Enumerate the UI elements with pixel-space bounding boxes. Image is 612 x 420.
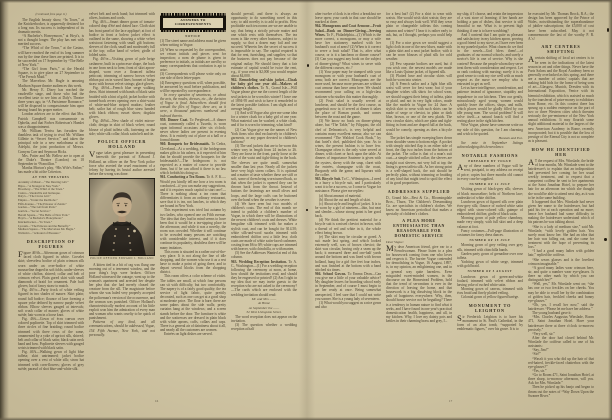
body-paragraph: Let us have intelligence, consideration, and patience instead of ignorance, stupidity and impudence in our kitchens. Then our gently, miraculously aged young women would quickly leave the offices, shops, and mills, which places would be gladly filled by our idle young men. The social problem? It will solve itself—a natural knack will find a resting place in the right kitchen. <box>457 86 523 124</box>
body-paragraph: The Marvelous Mr. Bugle is amusing Madison Square theatre audiences this week. <box>18 79 84 88</box>
qa-entry-lead: 965. Bicycle Suit. <box>315 177 342 181</box>
body-paragraph: (4) Emergency questions will, when possible, be answered by mail before publication, and will be repeated by correspondence. <box>160 80 226 93</box>
drop-cap-text: igure 46½b—Afternoon gown of crimson faced cloth figured in white. Corselet skirt; sleeveless bodice of plain crimson silk worn under an over-bodice of white mousseline draped in soft folds; under-sleeves of white chiffon, shirred; collar and belt of crimson velvet. Plain gored skirt with small diamonds of braid for ornament. Pale buff gloves; hat of fancy straw to match. <box>18 251 84 289</box>
body-paragraph: (2) When so requested by the correspondent, we return initials and pieces sent for inspection; a nom de plume is given in preference to initials, as initials are used by so many correspondents that confusion is apt to arise. <box>160 47 226 73</box>
qa-entry-lead: 960. Bouquets for Bridesmaids. <box>160 142 210 147</box>
centered-line: 32 West Livingston Street. <box>246 310 282 315</box>
body-paragraph: “Yes, sir.” <box>532 368 547 373</box>
body-paragraph: (1) The street name and address must be given when writing to Vogue. <box>160 39 226 48</box>
scan-edge-right <box>608 0 612 420</box>
body-paragraph: “She wears glasses and is the loveliest crimson imaginable.” <box>528 257 594 266</box>
body-paragraph: (e) The skirt may be circular or gored. A suit made last spring, and which looked extremely well, was of brown cheviot; the skirt was circular, having only a seam up the back; it measured three and one-half yards around the bottom and was lined with brown holland, hung for a girl five feet four inches, and was finished at the bottom with a band stitched six times. <box>315 234 381 272</box>
sub-heading: NUMBER OF 5 AUGUST <box>467 269 513 274</box>
drop-cap-paragraph <box>457 315 523 332</box>
body-paragraph: Garden party gown of grenadine over rose taffeta. <box>457 251 523 260</box>
body-paragraph: “Very well, sir.” <box>532 331 555 336</box>
body-paragraph: It happened that Mrs. Winslade had never given her name to the hairdresser, but had paid his fee at each operation and no more; hence her husband had some difficulty in making the hairdresser understand which of his patrons he was talking about. <box>528 199 594 225</box>
page-number-right: 17 <box>449 399 453 403</box>
drop-cap-text: ogue takes great pleasure in presenting herewith the portrait of Edward J. Holland, an officer on the New York police force who averted the cruel enactment of a felony by having its brutal author arrested before the wrong was done. <box>89 151 155 176</box>
body-paragraph: After the door had closed behind Mr. Winslade the coiffeur called to one of his assistants: <box>528 335 594 349</box>
body-paragraph: Yachting gown of white serge, trimmed with gold braid. <box>457 259 523 269</box>
drop-cap-text: ir Frederick Leighton is to have his monument in St. Paul's Cathedral, in the form of an altar tomb, “supported by emblematic figures,” over his grave. It is to <box>457 315 523 332</box>
theatre-list-line: Academy of Music—“The Dancing Girl.” <box>18 179 69 184</box>
theatre-list-line: Madison Square—“The Marvelous Mr. Bugle.” <box>18 227 76 232</box>
body-paragraph: after twelve o'clock is in effect a breakfast we leave open; your cards in that case should be marked at three. <box>315 12 381 25</box>
body-paragraph: (3) Plaited hose and circular skirts will both be worn into winter. <box>386 73 452 82</box>
body-paragraph: (5) See the Addresses Wanted at end of this column. <box>231 251 297 260</box>
body-paragraph: should prevail, and there is always an opportunity to do something novel in this way; to add novelty is to add to profits. How profitable such tea rooms are we are unable to say, that being a strictly private matter and one which rests with themselves. The tea room is like every other business, subject to supply, so that a dozen may fail and one succeed. Wherein lies the secret of success it is impossible to say. The capital required is that for rent, furnishing, and supplies; so that the business does not pay because of the original outlay. We should fancy that a fair estimate of capital would be twice the rent, e.g., if your rent is $2,000 you would require about $4,000. <box>231 12 297 78</box>
qa-entry-text: To A. F. K.—Would you kindly tell me how a tea room is conducted—if you can make any suggestions, and if it requires much capital to start one?—There is nothing about a tea room that differentiates it from an ordinary restaurant, save that it is tea, not lunches, to which they are bound in New York. <box>160 175 226 209</box>
ink-speck <box>604 238 607 241</box>
drop-cap-text: y dear American friend, give ear to a Frenchwoman. Please listen to a plea for housework coming from one who loves and respects it. The barrier Vogue contended for demolishing in Vogue, 16 August, 1897, is, in my opinion, an enlightening one, and in a general way quite harmless. Even misguided sweet-minded women, in the discourse on the Homestead Problem, hold that the trend of servantism is ever in the direction of leaving the home, and that housework is a big dissolving block in the path of happiness everywhere. Why, then, should house service not be beguiling? There is a tendency in human nature to find what it seeks, and I have found in one year's practical domestication health, happiness, and all, in my kitchen. Why, I love my dainty pots and kettles in their charming brass and grey, I... <box>386 244 452 324</box>
qa-entry-text: To Emma Dean—Can you give me a little of your valuable advice? My daughter leaves for boarding school early in September, and of course I must begin to get her ready at once. Being somewhat unexpected, I feel sure that I could not write you sooner. She is a young lady of seventeen. <box>315 271 381 301</box>
theatre-list-line: Wallack's—“A Round of Pleasure.” <box>18 231 61 236</box>
drop-cap-text: T the request of Mrs. Winslade, the bride of four months, Mr. Winslade went to the hairdresser's to explain that an indisposition had prevented her coming for her usual weekly treatment, and to request that a competent coiffeur be sent to her apartments at the Saint Jonathan Hotel, to prepare her hair for an afternoon tea which she thought she would be able to attend next day, as it was to be in the same building. <box>528 158 594 200</box>
text-column-5 <box>315 12 381 408</box>
text-column-3 <box>160 12 226 408</box>
text-column-8 <box>528 12 594 408</box>
salutation-line: Dear Vogue: <box>386 240 404 245</box>
theatre-list-line: Garrick—“Secret Service.” <box>18 209 51 214</box>
qa-entry-lead: 961. Conducting a Tea Room. <box>160 175 206 180</box>
body-paragraph: The jacket has simple sweeping lines down from shoulder seam to bottom edge. A pocket with simply stitched flap is on either side of front, the flap two inches from the bottom of the jacket. The collar is that of a man's suit coat—a simple stitched collar; the sleeves are straight coat sleeves, not very full at top; the lining is green taffeta silk. As her strong point is a well-shaped back, the suit should be perfectly plain, without trimming or braiding of any kind that might tend to spoil the effect of its good proportions. <box>386 135 452 186</box>
body-paragraph: Luncheon gown of figured silk over plain écru-grey silk; flounce of ruched white satin edged with straw-colored silk; guimpe of embroidered chiffon; girdle of black satin. <box>457 199 523 217</box>
drop-cap-letter: A <box>528 54 535 65</box>
qa-entry <box>315 272 381 301</box>
drop-cap-letter: S <box>457 313 462 324</box>
sub-heading: AT THE THEATRES <box>32 175 70 180</box>
theatre-list-line: Casino—Vaudeville and burlesque. <box>18 190 61 195</box>
body-paragraph: for a best hat? (2) For a shirt to wear with waists. She would wish skirt waists; they are so easy and always look well. Will they wear plain or changeable taffetas this coming autumn and winter? I hear it is rather early to ask, but, as I thought, perhaps you could help me. <box>386 12 452 41</box>
body-paragraph: “Well, yes,” Mr. Winslade went on; “she has one or two freckles on her cheeks. You may be able to recall her by the combination of golden hair, freckled cheeks and bonny eye-glasses.” <box>528 282 594 303</box>
qa-entry <box>160 118 226 143</box>
theatre-list-line: Daly's—“The Circus Girl.” <box>18 194 51 199</box>
section-heading: NOTABLE FASHIONS <box>461 152 519 158</box>
body-paragraph: The English beauty show, “In Town,” at the Knickerbocker, is apparently destined for a long run. Its success is independent of its dramatic merits. <box>18 17 84 34</box>
qa-entry-text: To Perplexed—A dinner coat, commonly called a Tuxedo, is worn upon informal occasions after six o'clock; never where ladies are present in evening dress. It is entirely out of place at a ball or a formal dinner. <box>160 117 226 143</box>
drop-cap-paragraph <box>457 164 523 181</box>
body-paragraph: “I had a good many ladies with golden hair,” replied the coiffeur. <box>528 249 594 258</box>
body-paragraph: Martha Morton's play, “His Wife's Father,” has made a hit at the Criterion. <box>18 166 84 175</box>
body-paragraph: A kitten tied in a bit of rag was flung one morning out of a tenement window, and the poor thing's legs were broken. Officer Holland witnessed the outrage, went up to the woman's apartment and arrested her despite her plea that she had merely chased the creature from the sill. The magistrate before whom she was haled very properly accepted the policeman's version of the occurrence, and the woman was punished. Officer Holland's characteristically modest account of his little exploit won him the admiration of every man and woman who wants cruelty to be quick of punishment. <box>89 262 155 321</box>
body-paragraph: Morning gown of grey veiling over grey silk, trimmed with chinchilla bands. <box>457 243 523 252</box>
theatre-list-line: Bijou—“A Stranger in New York.” <box>18 183 60 188</box>
drop-cap-text: ny of these numbers of Vogue will be sent, postpaid, to any address on receipt of price; copies but three months old cannot in every case be supplied. <box>457 164 523 181</box>
qa-entry-lead: 962. Remodeling seal-skin jacket—Cloak for baby girl one year old—Makers of children's clothes. <box>231 78 297 91</box>
theatre-list-line: Hoyt's—“A Bachelor's Honeymoon.” <box>18 216 63 221</box>
body-paragraph: (d) We think the prettiest material for a bicycle suit is a mixed cheviot in brown, with a thread of red and white in it, the whole effect being brown. <box>315 218 381 235</box>
body-paragraph: This room is situated in a rather out-of-the-way place. It is not along the line of idle shopping, and the women who use it as a rest have to make a point of going there, and to depart several blocks from the shopping district. <box>160 249 226 275</box>
qa-entry-lead: 966. School Gowns. <box>315 271 347 276</box>
body-paragraph: Fig. 46½c—Party frock of white veiling figured in two shades of mauve. Skirt plain; round full bodice; flounce of lace forming a square yoke defined by narrow purple velvet ribbon. Elbow sleeves gauged at intervals; soft crush collar of mauve; gloves of white suède; hair worn in a loose knot. <box>18 288 84 318</box>
body-paragraph: my ship, if I choose, and retain the impression of a vast store of learning; if her hands are holding a pan of dishes, that service is still beautiful to me. What is to prevent high thinking if one is to have scrubbing? <box>457 12 523 33</box>
body-paragraph: (3) The question whether a wedding reception at half <box>231 323 297 332</box>
qa-entry <box>315 24 381 69</box>
italic-note: In every question of smartness, or about the arts, the modes, dresses, etc., the decision of Vogue is final. Subscribers should first consult the files of Vogue; there are, as it were, a thousand patterns numbered and indexed therein. <box>160 92 226 118</box>
body-paragraph: Visiting gown of black-grey silk; sleeves of black mousseline; belts of Northern lace; underskirt of white chiffon. <box>457 187 523 200</box>
body-paragraph: (4) A French sailor and a light blue silk waist will serve for best wear; but if your daughter wishes silk shirts for school wear, we should suggest their being of taffeta, plain or plaid, and not in very light colors, made like the models in Vogue for 24 June. A stylish skirt to wear with such shirts can be made of serge or cheviot, in plain or dark blue, brown, or one of the new plaids. The new circular skirts, which are plain and tight-fitting in front and are draped full at the back, would be comely, opening as does a bicycle skirt. <box>386 82 452 136</box>
body-paragraph: “A Bachelor's Honeymoon,” at Hoyt's, is not a thought longer. The play has met with merited success. <box>18 34 84 47</box>
drop-cap-letter: A <box>457 162 464 173</box>
qa-entry <box>315 177 381 194</box>
body-paragraph: Fig. 46½d—French blue serge walking dress. Skirt trimmed with bands of black satin braided with a hint of gold; jacket bodice with turned-back revers opening over a shirt-waist of white-and-blue striped madras; leather belt; sailor hat of rough blue straw banded with black ribbon; russet shoes; dogskin gloves. <box>89 86 155 120</box>
body-paragraph: be executed by Mr. Thomas Brock, R.A.; the design has been approved by the Prince of Wales, notwithstanding the superabundance of jubilee subscriptions; the £5,000 of cost have been subscribed. May it not commemorate the last of the worthy P. R. A.'s! <box>528 12 594 41</box>
sub-heading: PREPARED BY VOGUE <box>468 158 512 163</box>
section-heading: HOW HE IDENTIFIED HER <box>531 146 591 157</box>
body-paragraph: D., Grand Isle—Best & Co., Bloomingdale Bros., Thurn, The Children's Dressmaking Co. are specialists in children's clothes. We know no American periodical that makes a specialty of children's clothes. <box>386 195 452 217</box>
qa-entry-text: To A. C., Washington—(1) For a wedding reception following the ceremony at noon, at home, how should the invitations read, and should they be engraved or printed? (2) Am I right in my idea that we may invite guests to the reception who are not asked to the ceremony?—The cards which are enclosed with the wedding invitation should read: <box>231 259 297 297</box>
body-paragraph: “The Whirl of the Town,” at the Casino, will have reached the end of its long summer run by the time these lines are printed. It is to be succeeded on 17 September by “The Belle of New York.” <box>18 46 84 67</box>
body-paragraph: (b) About the cut and length of skirt. <box>319 197 371 202</box>
theatre-list-line: Broadway—“The Whirl of the Town.” <box>18 187 65 192</box>
qa-entry-lead: 963. Wedding Reception Invitation. <box>231 259 287 264</box>
body-paragraph: “The Girl from Paris,” at the Herald Square, is to give place on 27 September to “The French Maid.” <box>18 67 84 80</box>
body-paragraph: (2) Can Vogue give me the names of New York firms who deal exclusively in children's garments, or any paper devoted to children's fashions? <box>231 127 297 144</box>
qa-entry-text: To F., Philadelphia—(1) Which is the more correct, a monogram, or may a wife have her stationery marked with her husband's coat of arms? (2) When is it correct to serve a fruit salad? That is, after what course, or is it a luncheon or dinner course? (3) Can you suggest any book on the subject of dinner-giving? What wines to serve with the different courses, etc.? <box>315 32 381 70</box>
theatre-list-line: Lyceum—“The Princess and the Butterfly.” <box>18 223 71 228</box>
body-paragraph: (1) Your paper may be stamped with your monogram or with your husband's coat of arms; both are correct. Monograms are the more used, because more persons are without coat armour than have arms here. We should recommend your calling on a high-class stationer who studies this matter thoroughly. <box>315 69 381 99</box>
continued-note: (Continued from page 11) <box>35 12 67 16</box>
body-paragraph: “Mrs. Charles Augustus Winslade, Room 471, Saint Jonathan Hotel. Have your hairdresser there at three o'clock to-morrow precisely.” <box>528 315 594 332</box>
qa-entry-text: To Cedra, Cleveland—At a wedding, if the bridegroom makes gifts to his ushers, is it expected of him that he should provide the bouquets for the bridesmaids?—The bridegroom is not expected as a matter of course to provide them, but if he can afford it there is no law which forbids his doing so. <box>160 142 226 176</box>
section-heading: ART CENTRES SHIFTING <box>541 44 581 55</box>
drop-cap-letter: F <box>18 249 23 260</box>
drop-cap-paragraph <box>18 251 84 288</box>
body-paragraph: (c) About style and length of jacket. It is to be worn by a girl of nineteen—thin, but neat and slender—whose strong point is her good back. <box>315 201 381 219</box>
body-paragraph: Fancy costumes—Full-page illustration of costumes for fancy dress dances. <box>457 228 523 237</box>
body-paragraph: (3) Correspondents will please write only on one side of their letter-paper. <box>160 72 226 81</box>
sub-heading: NUMBER OF 29 JULY <box>469 237 511 242</box>
centered-line: on September the —— <box>248 305 280 310</box>
body-paragraph: (2) Few separate bodices are used, but if you wish one, the newest models are made like a Louis Quinze jacket, of figured silk. <box>386 61 452 74</box>
sub-heading: NUMBER OF 22 JULY <box>469 181 511 186</box>
body-paragraph: Fig. 46¾—Gown of écru canvas over colored poplinette. Top of skirt trimmed with three circles of fine braiding; round bodice trimmed with three rows of the same, ornamented by a yoke of apricot silk, shirred; belt and collar of black satin; black satin neck band and bow. Poplinette sleeves with gauged wrists trimmed with black satin. <box>18 317 84 351</box>
theatre-list-line: Garden—“The Girl from Paris.” <box>18 205 57 210</box>
text-column-6 <box>386 12 452 408</box>
theatre-list-line: Empire—“Under the Red Robe.” <box>18 198 58 203</box>
theatre-list-line: Knickerbocker—“In Town.” <box>18 220 53 225</box>
qa-entry <box>231 78 297 111</box>
answers-box-label: ANSWERS TO CORRESPONDENTS <box>162 17 224 29</box>
body-paragraph: Luncheon gown of green-and-white foulard, trimmed with velvet ribbon and having yoke of ruched white satin. <box>457 274 523 288</box>
qa-entry <box>231 260 297 297</box>
ink-speck <box>306 209 308 211</box>
body-paragraph: Fig. 46⅝d—New shade of violet mirror-cloth; design in skirt of black velvet; round blouse of plaid taffeta silk, fastening on the side; white silk collar; black satin belt and tie. <box>89 119 155 136</box>
ink-speck <box>307 64 309 67</box>
qa-entry-text: To N., Grand Isle—Will Vogue please give me the correct length of the seal jackets to be worn this winter? I have one of 1894-95 and wish to have it remodeled to the latest possible fashion. I am slight and of average height. <box>231 86 297 111</box>
body-paragraph: And I contend that I am quite as pleasant and satisfactory in my kitchen apron, proving a good friend to my stove, as I have ever been in my paneled parlor. What charm do we find in the novels—God bless them!—of graduates of our normal schools; and surely a novice's life is one of service. Why is she content? Because the people whom they serve treat them with consideration and respect. Let us rank cooking with nursing; surely it is as good sense to cook my rice well with as much respect as the nurse we employ who is entrusted to get us well. <box>457 32 523 87</box>
signature-line: Hannah and Eve. <box>498 136 523 141</box>
ink-speck <box>607 28 609 32</box>
qa-entry <box>160 175 226 208</box>
body-paragraph: (3) We know no book on dinner-giving alone, but “The Table,” by Filippini, the old chef of Delmonico's, is very helpful and contains many excellent menus; also we can recommend “The Waldorf Cook Book,” by that hotel's chef, published this year. As to wines, the present fashion is to have few. Champagne often is the only wine served at dinner, with claret or hock upon the table. At dinners of importance Sauterne is given with the oysters, sherry with the soup, claret with the entrées, champagne with the roast, Burgundy with the game, and liqueurs with the coffee. <box>315 119 381 177</box>
drop-cap-paragraph <box>528 156 594 200</box>
theatre-list-line: Fifth Avenue—“The Prisoner of Zenda.” <box>18 201 67 206</box>
body-paragraph: “She is a lady of medium size,” said Mr. Winslade, “with lovely golden hair. You surely must know her. She had an idea that her hair was falling out, and she came for treatment with the hope of preventing its loss.” <box>528 224 594 250</box>
drop-cap-letter: M <box>386 242 394 253</box>
sub-heading: NOTICE <box>185 33 201 38</box>
body-paragraph: (2) Fruit salad is usually served at luncheon, and should be the first course, as grapefruit now is; if served at dinner it takes the place of Roman punch, and comes between the roast and the game. <box>315 98 381 120</box>
body-paragraph: (a) About amount of material. <box>319 193 362 198</box>
drop-cap-text: certain shifting of local art centres is to be seen in the indications of the latest season in art and other things. Never have the Paris Salons and the Royal Academy been so generally overlooked as this spring, and there are a number of artists' capitals that are making bold bids for the honor of being sons of art—Glasgow, Munich, Dresden with its International Exposition, Venice with its biennial exhibition, which is assisted so much by the transferral of prize-money to exhibitors from Rome, etc. In this context there has sprung up a sudden enterprise on the part of two or three Western cities which threaten seriously the pre-eminence of the New York annual exhibitions. It may flourish some slight additional material to the largess of the new American Academy in Rome, recently incorporated; but it is possible that the loss of prestige of the Eternal City is not so complete as is pleasant. <box>528 56 594 143</box>
body-paragraph: This room offers a color scheme of violet. The tables are small, at which four persons can sit with difficulty, but two comfortably. The napery is of a fairly good quality; the tea service of light fabric, quite prettily decorated, such as one can get at a good shop at moderate price. The floor is bare; there are some palms about the side walls; pretty curtains hang at the windows; and a screen stands before the door. The furniture is white and the waitresses are dressed in plain black with white aprons, cuffs, collars and caps. There is a general air of daintiness about it all, and nearly all the customers are women. <box>160 274 226 333</box>
text-column-4 <box>231 12 297 408</box>
section-heading: A PLEA MORE ENTHUSIASTIC THAN REASONABLE FOR DOMESTIC SERVICE <box>393 219 445 238</box>
officer-portrait-photo <box>89 178 155 256</box>
body-paragraph: Fig. 46⅓—Smart dinner gown of tomato-colored drap d'été and dotted lace. Cloth skirt has front panel of the lace appliqué; at foot of bodice in front a bolero jacket effect is outlined in the same, showing a white velvet waistcoat fastening with small gilt buttons; sleeves of the cloth, small and moderately full at the top; collar band of velvet; girdle of folded satin. <box>89 20 155 58</box>
officer-portrait <box>89 178 155 261</box>
qa-entry <box>160 142 226 175</box>
section-heading: ADDRESSES SUPPLIED <box>387 188 451 194</box>
body-paragraph: “Say, Jim!” <box>532 348 549 353</box>
body-paragraph: The word reception does not appear on the invitation. <box>231 315 297 324</box>
body-paragraph: “A good many ladies wear crimson here, sir, and quite a number wear eye-glasses. Is there no other mark by which you can distinguish her?” <box>528 265 594 283</box>
body-paragraph: Fig. 46⅞—Walking gown of light blue taffeta; skirt untrimmed; jacket bodice opening over a vest of white silk; straw hat trimmed with corn-flowers; gloves of grey suède; parasol of shot blue-and-white silk. <box>18 350 84 371</box>
page-number-left: 16 <box>155 399 159 403</box>
body-paragraph: “Go to Room 471, Saint Jonathan Hotel, at three sharp, to-morrow afternoon, will you. Ask for Mrs. Winslade.” <box>528 373 594 386</box>
theatre-list-line: Herald Square—“The Belle of New York.” <box>18 212 70 217</box>
italic-note: See note in September listings acknowledging this benevolence. <box>457 140 523 150</box>
body-paragraph: Mr. Henry E. Dixey has reached the vaudeville stage, and those who had the excellent taste to see him at Daly's Theatre three years ago, in “A Parisienne Romance,” will be disposed to compassionate him upon having found his proper metier. <box>18 87 84 113</box>
centered-line: At Home <box>258 301 270 306</box>
body-paragraph: Entrées on light dishes are served. <box>164 332 213 337</box>
body-paragraph: Morning gown of canvas, trimmed with écru braid and finely plaited veiling. <box>457 287 523 296</box>
text-column-2 <box>89 12 155 408</box>
qa-entry-text: To C., Wilmington—I need in a hurry a bicycle suit, and I particularly want it to be a success, so I come to Vogue for assistance. Please give me replies: <box>315 177 381 194</box>
section-heading: DESCRIPTION OF FIGURES <box>26 239 76 250</box>
body-paragraph: (3) The seal jackets that are to be worn this winter vary in length from 24 inches to 26. They are loose in the front, partly loose at the side of the waist and tight-fitting in the back. The sleeves are quite small, somewhat smaller than last year. Nearly all the jackets have very high storm collars. It is optional and a matter of taste whether these are stiff or soft, some of them being worn turned back, so that when the jacket is opened they can be thrown back from the throat. Instead of buttons the fastenings are small olives and loops, and the large cuffs can be buttoned over the hand when the weather is severe. <box>231 144 297 202</box>
text-column-7 <box>457 12 523 408</box>
drop-cap-paragraph <box>89 151 155 176</box>
body-paragraph: (1) And will Vogue also give me some idea for a winter cloak for a baby girl of one year. What material can be washed; a white cloak, and if fur is worn for trimming, what kind? <box>231 111 297 128</box>
section-heading: MONUMENT TO LEIGHTON <box>468 303 512 314</box>
body-paragraph: (1) For a nice gown we would suggest a light cloth in one of the new blues, made with a plain skirt and a neat jacket bodice; with it can be worn blouses of plaid silk for cold weather. <box>386 40 452 62</box>
section-heading: POLICE OFFICER HOLLAND <box>97 139 147 150</box>
drop-cap-letter: V <box>89 149 96 160</box>
drop-cap-paragraph <box>528 56 594 143</box>
body-paragraph: “Wasn't it you who did up the hair of that red-haired, freckle-faced chatterbox with the eye-glasses?” <box>528 356 594 369</box>
body-paragraph: Mrs. Potter and Mr. Bellew are to open at the Duke's Theatre (London) on 18 September in “Francillon.” <box>18 153 84 166</box>
body-paragraph: Mr. William Terriss has forsaken the thankless task of trying to rival Mr. William Gillette in “Secret Service,” and taken the principal role in a new melodrama at the Adelphi, the joint production of Messrs. Comyns Carr and Seymour Hicks. <box>18 128 84 154</box>
answers-box <box>160 13 226 32</box>
body-paragraph: velvet belt and neck band; hat trimmed with olives, buttons and cords. <box>89 12 155 21</box>
body-paragraph: “Oh, yes, I recall her now,” said the hairdresser. “Please let me have her address.” <box>528 302 594 311</box>
qa-entry-lead: 964. Monograms and Coat Armour—Fruit Salad—Book on Dinner-Giving—Serving Wines. <box>315 24 381 37</box>
body-paragraph: (1) What would you suggest as a nice gown and also <box>315 300 381 309</box>
centered-line: Mr. and Mrs. —— <box>251 296 277 301</box>
body-paragraph: Wise Vogue, please have someone write on my side of this question, for I am charming and wish to be quoted. <box>457 123 523 136</box>
body-paragraph: (4) We have seen but two models of children's coats. The end of this month we intend to publish a children's number of Vogue, in which there will be illustrations of the newest children's coats and dresses. White bengaline silk trimmed with fur makes a stylish coat, and can be bought for $14.50; white silk-and-wool surahs trimmed with embroidered chiffon cost a little less; cloth coats are made of white satin-faced cashmere, costing from $6 to $9; white caps are trimmed with beaver, with chinchilla, or with marten. <box>231 201 297 252</box>
scan-edge-left <box>0 0 9 420</box>
text-column-1 <box>18 12 84 408</box>
body-paragraph: This experiment was tried last autumn by two ladies, who opened one on Fifth avenue. The idea that they had in mind seems to have been that it would be a tea-sipping place in the afternoon; and while it was a novelty, the room was crowded. Whether it will continue to be crowded many persons are watching with considerable interest, and if it does continue its popularity, doubtless there will be many imitators. <box>160 208 226 250</box>
body-paragraph: The young husband gave it: <box>532 311 572 316</box>
body-paragraph: London advices are to the effect that Mrs. Patrick Campbell was consummate as Ophelia, and that Forbes Robertson's Hamlet was a disappointment. <box>18 112 84 129</box>
scan-edge-top <box>0 0 612 3</box>
body-paragraph: “Sir?” <box>532 352 541 357</box>
italic-note: Patterns of any kind, and all communications, should be addressed, Vogue, 154 Fifth Avenue, New York, and not personally. <box>89 320 155 337</box>
qa-entry-lead: 959. Dinner Coat. <box>160 117 189 122</box>
body-paragraph: Colonial gown of yellow figured barège. <box>461 295 519 300</box>
portrait-caption: POLICE OFFICER EDWARD J. HOLLAND <box>90 257 154 261</box>
body-paragraph: Morning gown of pale yellow chambray, made very simply, with full skirt and a deep valance at foot. <box>457 216 523 229</box>
drop-cap-letter: A <box>528 156 535 167</box>
body-paragraph: Fig. 46½e—Visiting gown of pale beige cashmere, built in a princesse shape, the back in one from neck to hem; front of skirt apron-shaped, worn over a flounced taffeta petticoat; trimming of narrow brown velvet ribbon put on in waved lines; bonnet of beige straw with brown velvet strings; glacé gloves. <box>89 57 155 87</box>
body-paragraph: Then he picked up his banjo and began to thrum out the notes of “Way Down Upon the Swanee River.” <box>528 385 594 398</box>
